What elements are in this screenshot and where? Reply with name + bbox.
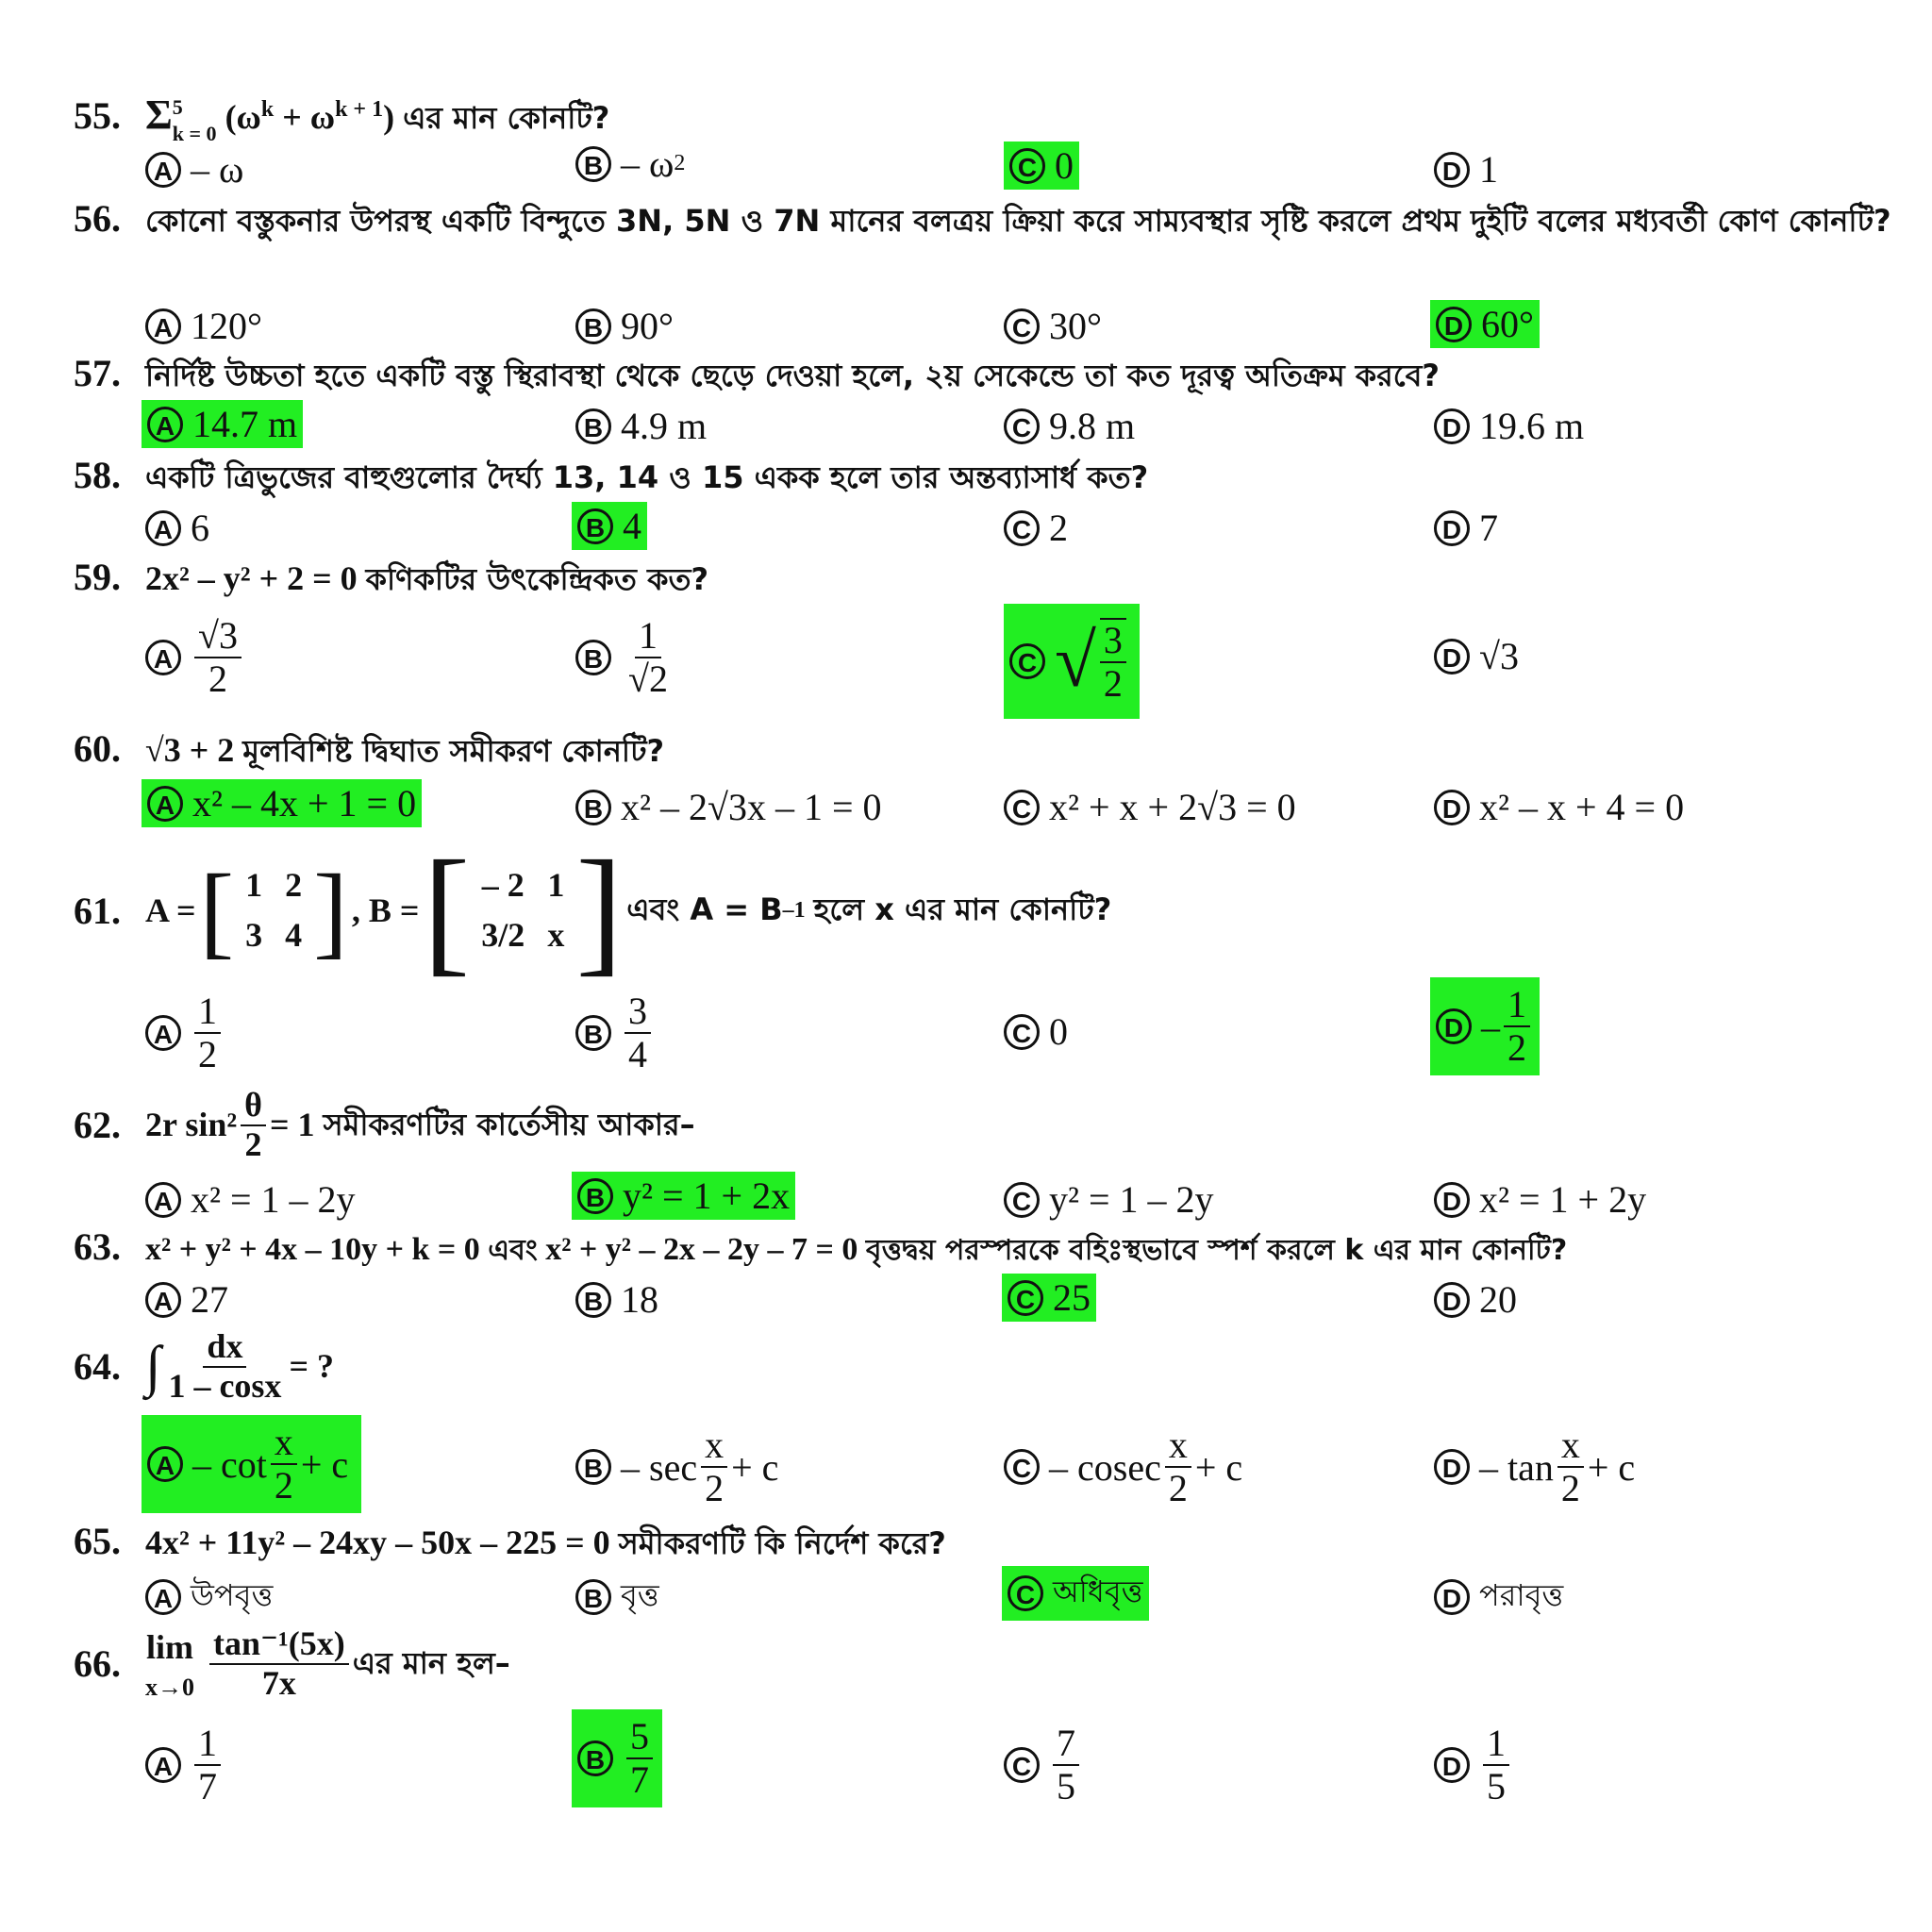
option-c[interactable]: C – cosec $\frac{x}{2}$ + c bbox=[1004, 1424, 1242, 1509]
option-a-correct[interactable]: A 14.7 m bbox=[142, 400, 303, 448]
option-c[interactable]: C 2 bbox=[1004, 506, 1068, 550]
question-64: 64. ∫ $\frac{dx}{1 - \cos x}$ = ? bbox=[74, 1327, 334, 1405]
option-letter-c: C bbox=[1009, 148, 1045, 184]
question-59: 59. 2x² – y² + 2 = 0 কণিকটির উৎকেন্দ্রিকত কত? bbox=[74, 556, 709, 598]
question-63: 63. x² + y² + 4x – 10y + k = 0 এবং x² + y² – 2x – 2y – 7 = 0 বৃত্তদ্বয় পরস্পরকে বহিঃস্থভাবে স্পর্শ করলে k এর মান কোনটি? bbox=[74, 1225, 1568, 1268]
option-b[interactable]: B বৃত্ত bbox=[575, 1572, 659, 1623]
question-58: 58. একটি ত্রিভুজের বাহুগুলোর দৈর্ঘ্য 13, 14 ও 15 একক হলে তার অন্তব্যাসার্ধ কত? bbox=[74, 454, 1149, 496]
option-a-correct[interactable]: A – cot $\frac{x}{2}$ + c bbox=[142, 1415, 361, 1513]
option-c-correct[interactable]: C 25 bbox=[1002, 1274, 1096, 1322]
question-62: 62. 2r sin² $\frac{\theta}{2}$ = 1 সমীকরণটির কার্তেসীয় আকার– bbox=[74, 1086, 695, 1163]
option-d[interactable]: D 1 bbox=[1434, 147, 1498, 192]
option-c[interactable]: C $\frac{7}{5}$ bbox=[1004, 1723, 1083, 1807]
option-d[interactable]: D x² – x + 4 = 0 bbox=[1434, 785, 1684, 829]
option-a[interactable]: A $\frac{1}{7}$ bbox=[145, 1723, 225, 1807]
option-c[interactable]: C x² + x + 2√3 = 0 bbox=[1004, 785, 1296, 829]
option-b-correct[interactable]: B 4 bbox=[572, 502, 647, 550]
question-text: Σ 5 k = 0 $(\omega^k + \omega^{k + 1})$ এর মান কোনটি? bbox=[145, 92, 610, 145]
matrix-b: [ – 2 1 3/2 x ] bbox=[423, 832, 624, 989]
option-b[interactable]: B x² – 2√3x – 1 = 0 bbox=[575, 785, 882, 829]
option-d[interactable]: D 7 bbox=[1434, 506, 1498, 550]
option-c[interactable]: C 30° bbox=[1004, 304, 1102, 348]
option-a[interactable]: A $\frac{1}{2}$ bbox=[145, 991, 225, 1075]
option-c-correct[interactable]: C √ $\frac{3}{2}$ bbox=[1004, 604, 1140, 719]
option-d[interactable]: D x² = 1 + 2y bbox=[1434, 1177, 1646, 1222]
option-letter-d: D bbox=[1434, 152, 1470, 188]
option-d[interactable]: D – tan $\frac{x}{2}$ + c bbox=[1434, 1424, 1635, 1509]
option-b[interactable]: B 90° bbox=[575, 304, 674, 348]
option-d[interactable]: D √3 bbox=[1434, 634, 1519, 678]
option-d[interactable]: D 19.6 m bbox=[1434, 404, 1584, 448]
option-b[interactable]: B 18 bbox=[575, 1277, 658, 1322]
option-c[interactable]: C 9.8 m bbox=[1004, 404, 1135, 448]
option-a[interactable]: A উপবৃত্ত bbox=[145, 1572, 273, 1623]
option-d-correct[interactable]: D – $\frac{1}{2}$ bbox=[1430, 977, 1540, 1075]
option-b-correct[interactable]: B $\frac{5}{7}$ bbox=[572, 1709, 662, 1807]
option-d[interactable]: D $\frac{1}{5}$ bbox=[1434, 1723, 1513, 1807]
option-d[interactable]: D পরাবৃত্ত bbox=[1434, 1572, 1563, 1623]
option-a[interactable]: A x² = 1 – 2y bbox=[145, 1177, 356, 1222]
option-c-correct[interactable]: C 0 bbox=[1004, 142, 1079, 190]
question-55 bbox=[74, 87, 609, 144]
option-c[interactable]: C y² = 1 – 2y bbox=[1004, 1177, 1214, 1222]
question-65: 65. 4x² + 11y² – 24xy – 50x – 225 = 0 সমীকরণটি কি নির্দেশ করে? bbox=[74, 1520, 946, 1562]
option-c[interactable]: C 0 bbox=[1004, 1009, 1068, 1054]
option-a-correct[interactable]: A x² – 4x + 1 = 0 bbox=[142, 779, 422, 827]
question-61: 61. A = [ 1 2 3 4 ] , B = [ – 2 1 3/2 x ] এবং A = B –1 হলে x এর মান কোনটি? bbox=[74, 832, 1112, 989]
option-a[interactable]: A 27 bbox=[145, 1277, 228, 1322]
option-c-correct[interactable]: C অধিবৃত্ত bbox=[1002, 1566, 1149, 1621]
option-d-correct[interactable]: D 60° bbox=[1430, 300, 1540, 348]
question-60: 60. √3 + 2 মূলবিশিষ্ট দ্বিঘাত সমীকরণ কোনটি? bbox=[74, 727, 665, 770]
option-b-correct[interactable]: B y² = 1 + 2x bbox=[572, 1172, 795, 1220]
question-57: 57. নির্দিষ্ট উচ্চতা হতে একটি বস্তু স্থিরাবস্থা থেকে ছেড়ে দেওয়া হলে, ২য় সেকেন্ডে তা কত দূরত্ব অতিক্রম করবে? bbox=[74, 352, 1440, 394]
question-56 bbox=[74, 194, 1932, 247]
option-a[interactable]: A – ω bbox=[145, 147, 243, 192]
question-number: 56. bbox=[74, 197, 121, 240]
option-a[interactable]: A $\frac{√3}{2}$ bbox=[145, 615, 245, 700]
option-b[interactable]: B 4.9 m bbox=[575, 404, 707, 448]
option-b[interactable]: B – sec $\frac{x}{2}$ + c bbox=[575, 1424, 778, 1509]
option-d[interactable]: D 20 bbox=[1434, 1277, 1517, 1322]
option-b[interactable]: B $\frac{3}{4}$ bbox=[575, 991, 655, 1075]
option-letter-b: B bbox=[575, 146, 611, 182]
option-b[interactable]: B – ω 2 bbox=[575, 142, 685, 186]
question-text: কোনো বস্তুকনার উপরস্থ একটি বিন্দুতে 3N, 5N ও 7N মানের বলত্রয় ক্রিয়া করে সাম্যবস্থার সৃষ্টি করলে প্রথম দুইটি বলের মধ্যবর্তী কোণ কোনটি? bbox=[145, 203, 1891, 239]
option-b[interactable]: B $\frac{1}{√2}$ bbox=[575, 615, 675, 700]
matrix-a: [ 1 2 3 4 ] bbox=[199, 853, 348, 968]
question-66: 66. lim x→0 $\frac{\text{tan⁻¹(5x)}}{7x}$ এর মান হল– bbox=[74, 1624, 510, 1702]
option-a[interactable]: A 120° bbox=[145, 304, 262, 348]
option-letter-a: A bbox=[145, 152, 181, 188]
question-number: 55. bbox=[74, 94, 121, 137]
option-a[interactable]: A 6 bbox=[145, 506, 209, 550]
